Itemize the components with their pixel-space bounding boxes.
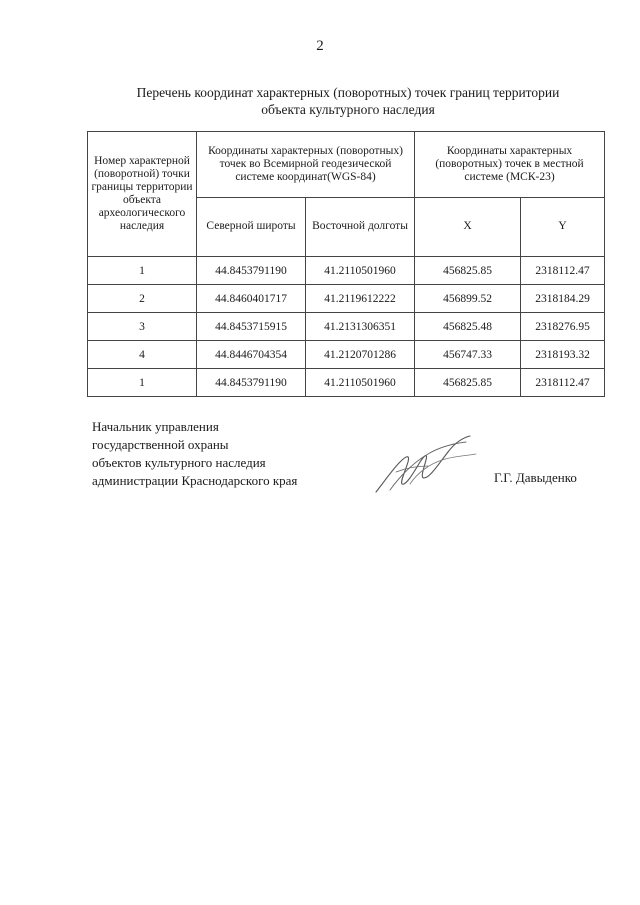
- signer-position-line-4: администрации Краснодарского края: [92, 473, 298, 488]
- signer-position-line-3: объектов культурного наследия: [92, 455, 266, 470]
- table-row: [88, 369, 605, 397]
- handwritten-signature: [370, 432, 482, 498]
- cell-longitude: 41.2110501960: [306, 369, 415, 397]
- coordinates-table: [87, 131, 605, 397]
- cell-x: 456825.48: [415, 313, 521, 341]
- cell-latitude: 44.8460401717: [197, 285, 306, 313]
- cell-y: 2318276.95: [521, 313, 605, 341]
- document-title: [96, 84, 600, 118]
- cell-y: 2318112.47: [521, 257, 605, 285]
- cell-longitude: 41.2110501960: [306, 257, 415, 285]
- signer-name: Г.Г. Давыденко: [494, 470, 577, 485]
- cell-y: 2318193.32: [521, 341, 605, 369]
- header-point-number: Номер характерной (поворотной) точки границы территории объекта археологического наследия: [88, 132, 197, 257]
- cell-point: 1: [88, 369, 197, 397]
- table-row: [88, 313, 605, 341]
- cell-x: 456825.85: [415, 257, 521, 285]
- table-row: [88, 285, 605, 313]
- header-wgs84: Координаты характерных (поворотных) точек во Всемирной геодезической системе координат(WGS-84): [197, 132, 415, 198]
- cell-point: 1: [88, 257, 197, 285]
- title-line-2: объекта культурного наследия: [261, 102, 435, 117]
- signer-position-line-1: Начальник управления: [92, 419, 219, 434]
- header-latitude: Северной широты: [197, 197, 306, 256]
- cell-longitude: 41.2120701286: [306, 341, 415, 369]
- header-y: Y: [521, 197, 605, 256]
- signer-position-line-2: государственной охраны: [92, 437, 229, 452]
- cell-latitude: 44.8453791190: [197, 369, 306, 397]
- cell-latitude: 44.8453791190: [197, 257, 306, 285]
- cell-latitude: 44.8446704354: [197, 341, 306, 369]
- signature-block: [92, 418, 297, 490]
- cell-point: 3: [88, 313, 197, 341]
- cell-longitude: 41.2119612222: [306, 285, 415, 313]
- header-x: X: [415, 197, 521, 256]
- header-msk23: Координаты характерных (поворотных) точек в местной системе (МСК-23): [415, 132, 605, 198]
- cell-x: 456747.33: [415, 341, 521, 369]
- table-row: [88, 257, 605, 285]
- table-row: [88, 341, 605, 369]
- cell-point: 4: [88, 341, 197, 369]
- title-line-1: Перечень координат характерных (поворотных) точек границ территории: [136, 85, 560, 100]
- cell-x: 456825.85: [415, 369, 521, 397]
- cell-x: 456899.52: [415, 285, 521, 313]
- page-number: 2: [316, 38, 324, 54]
- cell-point: 2: [88, 285, 197, 313]
- cell-y: 2318184.29: [521, 285, 605, 313]
- header-longitude: Восточной долготы: [306, 197, 415, 256]
- cell-latitude: 44.8453715915: [197, 313, 306, 341]
- cell-longitude: 41.2131306351: [306, 313, 415, 341]
- cell-y: 2318112.47: [521, 369, 605, 397]
